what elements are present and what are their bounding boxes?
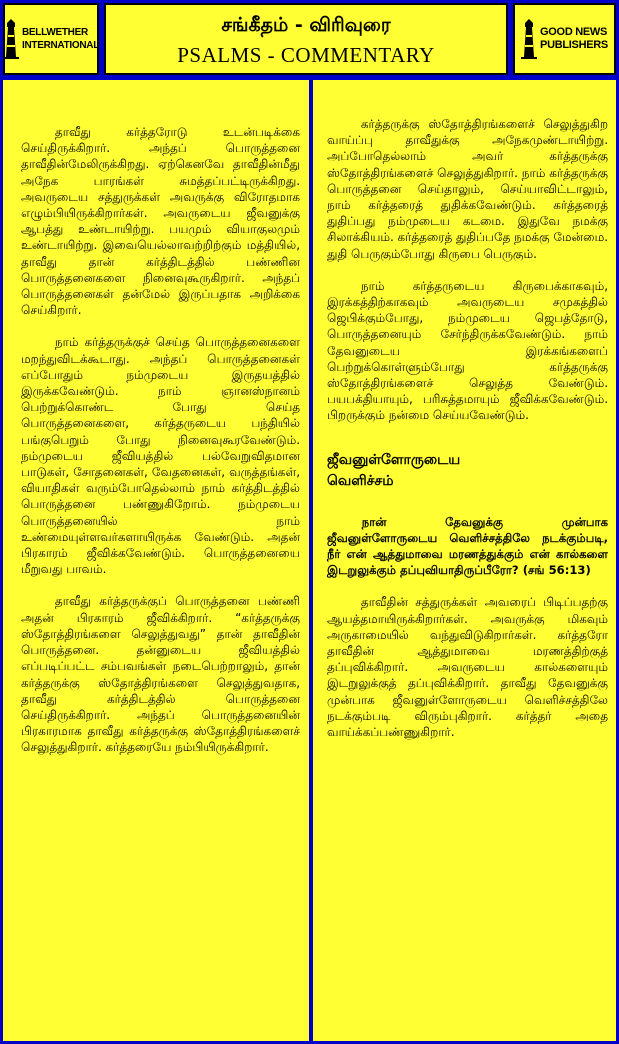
good-news-logo-group: [515, 5, 614, 73]
logo-right-line-1: GOOD NEWS: [540, 26, 608, 38]
logo-left-line-1: BELLWETHER: [21, 27, 88, 38]
logo-right-line-2: PUBLISHERS: [540, 39, 608, 51]
good-news-logo: [513, 3, 616, 75]
section-heading-line-1: ஜீவனுள்ளோருடைய: [327, 451, 461, 468]
bellwether-logo-text: [22, 26, 99, 52]
paragraph: தாவீதின் சத்துருக்கள் அவரைப் பிடிப்பதற்கு ஆயத்தமாயிருக்கிறார்கள். அவருக்கு மிகவும் அருகாமையில் வந்துவிடுகிறார்கள். கர்த்தரோ தாவீதின் ஆத்துமாவை மரணத்திற்குத் தப்புவிக்கிறார். அவருடைய கால்களையும் இடறுலுக்குத் தப்புவிக்கிறார். தாவீது தேவனுக்கு முன்பாக ஜீவனுள்ளோருடைய வெளிச்சத்திலே நடக்கும்படி விரும்புகிறார். கர்த்தர் அதை வாய்க்கப்பண்ணுகிறார்.: [327, 595, 608, 740]
left-column: [3, 80, 309, 1041]
lighthouse-logo-icon: [3, 19, 19, 59]
lighthouse-logo-icon: [521, 19, 537, 59]
page-title-tamil: சங்கீதம் - விரிவுரை: [221, 14, 391, 36]
paragraph: தாவீது கர்த்தருக்குப் பொருத்தனை பண்ணி அதன் பிரகாரம் ஜீவிக்கிறார். “கர்த்தருக்கு ஸ்தோத்திரங்களை செலுத்துவது” தான் தாவீதின் பொருத்தனை. தன்னுடைய ஜீவியத்தில் எப்படிப்பட்ட சம்பவங்கள் நடைபெற்றாலும், தான் கர்த்தருக்கு ஸ்தோத்திரங்களை செலுத்துவதாக, தாவீது கர்த்திடத்தில் பொருத்தனை செய்திருக்கிறார். அந்தப் பொருத்தனையின் பிரகாரமாக தாவீது கர்த்தருக்கு ஸ்தோத்திரங்களைச் செலுத்துகிறார். கர்த்தரையே நம்பியிருக்கிறார்.: [21, 594, 300, 755]
right-column: [313, 80, 616, 1041]
section-heading: [327, 450, 608, 492]
section-heading-line-2: வெளிச்சம்: [327, 472, 394, 489]
paragraph: தாவீது கர்த்தரோடு உடன்படிக்கை செய்திருக்கிறார். அந்தப் பொருத்தனை தாவீதின்மேலிருக்கிறது. ஏற்கெனவே தாவீதின்மீது அநேக பாரங்கள் சுமத்தப்பட்டிருக்கிறது. அவருடைய சத்துருக்கள் அவருக்கு விரோதமாக எழும்பியிருக்கிறார்கள். அவருடைய ஜீவனுக்கு ஆபத்து உண்டாயிற்று. பயமும் வியாகுலமும் உண்டாயிற்று. இவையெல்லாவற்றிற்கும் மத்தியில், தாவீது தான் கர்த்திடத்தில் பண்ணின பொருத்தனைகளை நினைவுகூருகிறார். அந்தப் பொருத்தனைகள் தன்மேல் இருப்பதாக அறிக்கை செய்கிறார்.: [21, 125, 300, 318]
paragraph: நாம் கர்த்தருக்குச் செய்த பொருத்தனைகளை மறந்துவிடக்கூடாது. அந்தப் பொருத்தனைகள் எப்போதும் நம்முடைய இருதயத்தில் இருக்கவேண்டும். நாம் ஞானஸ்நானம் பெற்றுக்கொண்ட போது செய்த பொருத்தனைகளை, கர்த்தருடைய பந்தியில் பங்குபெறும் போது நினைவுகூரவேண்டும். நம்முடைய ஜீவியத்தில் பல்வேறுவிதமான பாடுகள், சோதனைகள், வேதனைகள், வருத்தங்கள், வியாதிகள் வரும்போதெல்லாம் நாம் கர்த்திடத்தில் பொருத்தனை பண்ணுகிறோம். நம்முடைய பொருத்தனையில் நாம் உண்மையுள்ளவர்களாயிருக்க வேண்டும். அதன் பிரகாரம் ஜீவிக்கவேண்டும். பொருத்தனையை மீறுவது பாவம்.: [21, 335, 300, 577]
page-title-english: PSALMS - COMMENTARY: [177, 43, 435, 67]
logo-left-line-2: INTERNATIONAL: [21, 40, 100, 51]
bellwether-logo-group: [5, 5, 100, 73]
bellwether-logo: [3, 3, 99, 75]
good-news-logo-text: [540, 26, 608, 52]
scripture-verse: நான் தேவனுக்கு முன்பாக ஜீவனுள்ளோருடைய வெளிச்சத்திலே நடக்கும்படி, நீர் என் ஆத்துமாவை மரணத்துக்கும் என் கால்களை இடறுலுக்கும் தப்புவியாதிருப்பீரோ? (சங் 56:13): [327, 514, 608, 578]
page-header: [104, 3, 508, 75]
paragraph: கர்த்தருக்கு ஸ்தோத்திரங்களைச் செலுத்துகிற வாய்ப்பு தாவீதுக்கு அநேகமுண்டாயிற்று. அப்போதெல்லாம் அவர் கர்த்தருக்கு ஸ்தோத்திரங்களைச் செலுத்துகிறார். நாம் கர்த்தருக்கு பொருத்தனை செய்தாலும், செய்யாவிட்டாலும், நாம் கர்த்தரைத் துதிக்கவேண்டும். கர்த்தரைத் துதிப்பது நம்முடைய கடமை. இதுவே நமக்கு சிலாக்கியம். கர்த்தரைத் துதிப்பதே நமக்கு மேன்மை. துதி பெருகும்போது கிருபை பெருகும்.: [327, 117, 609, 261]
paragraph: நாம் கர்த்தருடைய கிருபைக்காகவும், இரக்கத்திற்காகவும் அவருடைய சமுகத்தில் ஜெபிக்கும்போது, நம்முடைய ஜெபத்தோடு, பொருத்தனையும் சேர்ந்திருக்கவேண்டும். நாம் தேவனுடைய இரக்கங்களைப் பெற்றுக்கொள்ளும்போது கர்த்தருக்கு ஸ்தோத்திரங்களைச் செலுத்த வேண்டும். பயபக்தியாயும், பரிசுத்தமாயும் ஜீவிக்கவேண்டும். பிறருக்கும் நன்மை செய்யவேண்டும்.: [327, 278, 608, 423]
